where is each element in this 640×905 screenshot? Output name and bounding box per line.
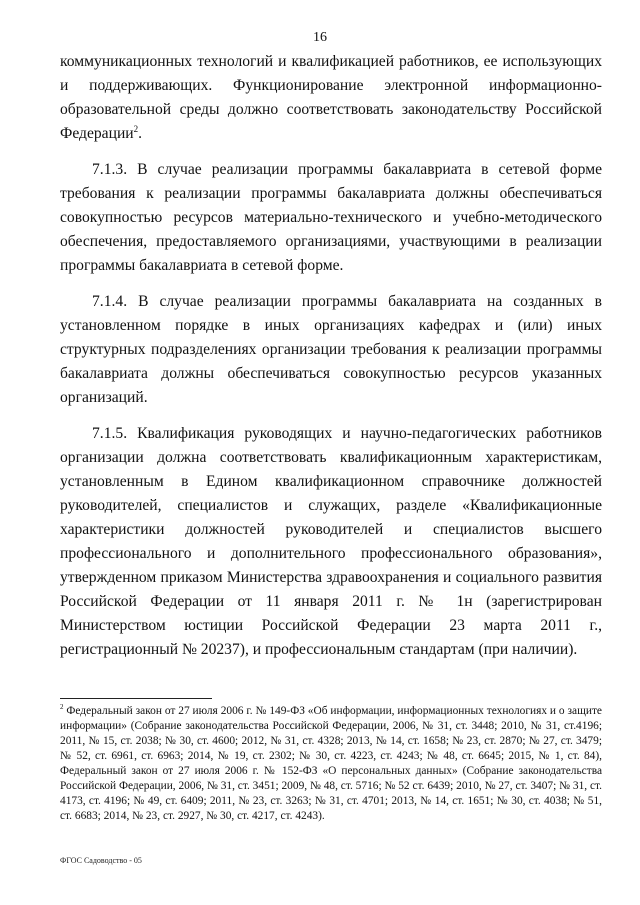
footnote-text: Федеральный закон от 27 июля 2006 г. № 149-ФЗ «Об информации, информационных технологиях и о защите информации» (Собрание законодательства Российской Федерации, 2006, № 31, ст. 3448; 2010, № 31, ст.4196; 2011, № 15, ст. 2038; № 30, ст. 4600; 2012, № 31, ст. 4328; 2013, № 14, ст. 1658; № 23, ст. 2870; № 27, ст. 3479; № 52, ст. 6961, ст. 6963; 2014, № 19, ст. 2302; № 30, ст. 4223, ст. 4243; № 48, ст. 6645; 2015, № 1, ст. 84), Федеральный закон от 27 июля 2006 г. № 152-ФЗ «О персональных данных» (Собрание законодательства Российской Федерации, 2006, № 31, ст. 3451; 2009, № 48, ст. 5716; № 52 ст. 6439; 2010, № 27, ст. 3407; № 31, ст. 4173, ст. 4196; № 49, ст. 6409; 2011, № 23, ст. 3263; № 31, ст. 4701; 2013, № 14, ст. 1651; № 30, ст. 4038; № 51, ст. 6683; 2014, № 23, ст. 2927, № 30, ст. 4217, ст. 4243). bbox=[60, 705, 602, 822]
paragraph-7-1-4: 7.1.4. В случае реализации программы бакалавриата на созданных в установленном порядке в иных организациях кафедрах и (или) иных структурных подразделениях организации требования к реализации программы бакалавриата должны обеспечиваться совокупностью ресурсов указанных организаций. bbox=[60, 293, 602, 406]
paragraph-tail: . bbox=[138, 125, 143, 142]
footnote-reference: 2 bbox=[133, 123, 139, 134]
page-number: 16 bbox=[313, 30, 327, 45]
footnote-separator bbox=[60, 698, 212, 699]
document-body bbox=[60, 50, 602, 662]
paragraph-7-1-5: 7.1.5. Квалификация руководящих и научно-педагогических работников организации должна соответствовать квалификационным характеристикам, установленным в Едином квалификационном справочнике должностей руководителей, специалистов и служащих, разделе «Квалификационные характеристики должностей руководителей и специалистов высшего профессионального и дополнительного профессионального образования», утвержденном приказом Министерства здравоохранения и социального развития Российской Федерации от 11 января 2011 г. № 1н (зарегистрирован Министерством юстиции Российской Федерации 23 марта 2011 г., регистрационный № 20237), и профессиональным стандартам (при наличии). bbox=[60, 425, 602, 658]
document-footer: ФГОС Садоводство - 05 bbox=[60, 856, 142, 865]
paragraph-continuation bbox=[60, 50, 602, 146]
footnote-marker: 2 bbox=[60, 703, 64, 712]
paragraph-7-1-3: 7.1.3. В случае реализации программы бакалавриата в сетевой форме требования к реализации программы бакалавриата должны обеспечиваться совокупностью ресурсов материально-технического и учебно-методического обеспечения, предоставляемого организациями, участвующими в реализации программы бакалавриата в сетевой форме. bbox=[60, 161, 602, 274]
footnote bbox=[60, 704, 602, 824]
paragraph-text: коммуникационных технологий и квалификацией работников, ее использующих и поддерживающих. Функционирование электронной информационно-образовательной среды должно соответствовать законодательству Российской Федерации bbox=[60, 53, 602, 142]
